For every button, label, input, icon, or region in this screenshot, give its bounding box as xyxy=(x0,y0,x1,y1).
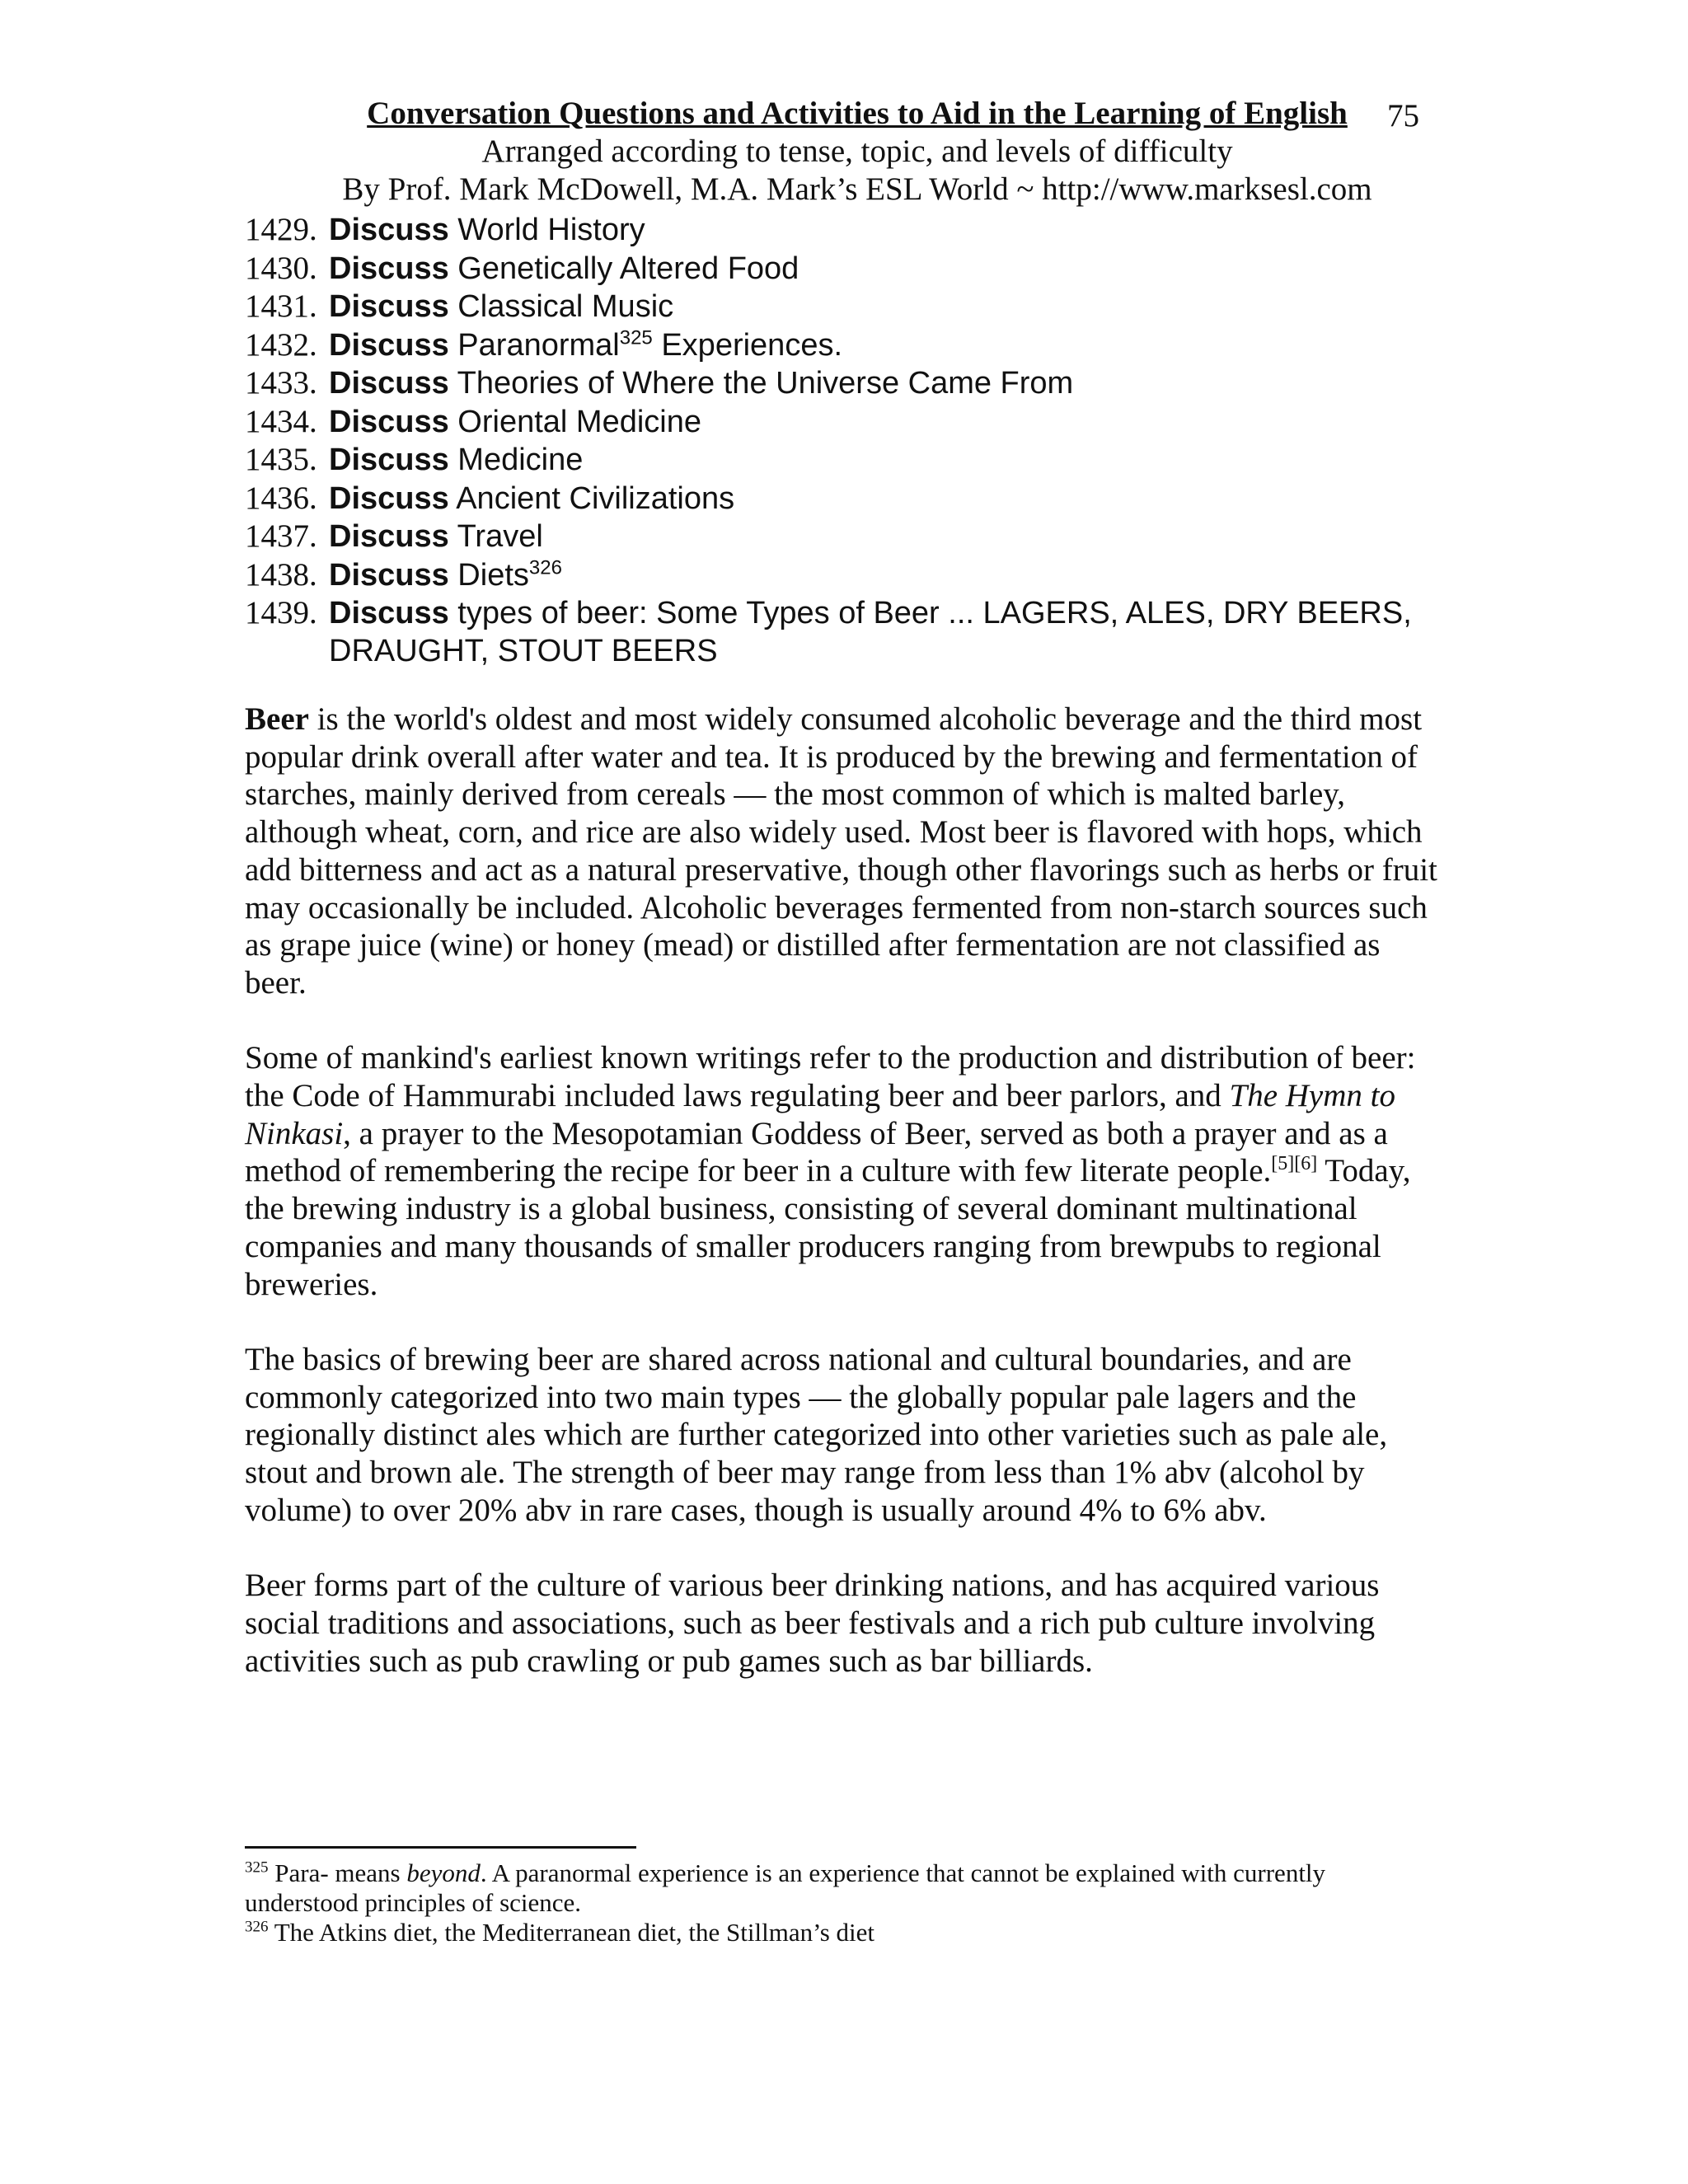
item-keyword: Discuss xyxy=(329,404,449,439)
footnote-mark: 325 xyxy=(245,1858,269,1877)
footnote-text: The Atkins diet, the Mediterranean diet, the Stillman’s diet xyxy=(268,1918,875,1947)
list-item xyxy=(245,288,1465,326)
item-keyword: Discuss xyxy=(329,443,449,477)
item-number: 1434. xyxy=(245,403,317,439)
paragraph-text: Some of mankind's earliest known writings refer to the production and distribution of beer: the Code of Hammurabi included laws regulating beer and beer parlors, and xyxy=(245,1040,1416,1114)
item-keyword: Discuss xyxy=(329,366,449,401)
page-header xyxy=(247,95,1467,209)
item-text: Travel xyxy=(448,519,543,554)
item-text-after: Experiences. xyxy=(652,327,843,363)
item-keyword: Discuss xyxy=(329,327,449,363)
footnote xyxy=(245,1918,1440,1947)
item-text: Paranormal xyxy=(448,327,620,363)
list-item xyxy=(245,403,1465,442)
list-item xyxy=(245,326,1465,365)
item-number: 1431. xyxy=(245,288,317,324)
item-number: 1439. xyxy=(245,595,317,630)
item-keyword: Discuss xyxy=(329,213,449,247)
list-item xyxy=(245,250,1465,288)
article-body xyxy=(245,701,1440,1718)
bold-term: Beer xyxy=(245,701,309,737)
item-number: 1430. xyxy=(245,250,317,286)
item-text: Theories of Where the Universe Came From xyxy=(448,366,1074,401)
paragraph-text: is the world's oldest and most widely consumed alcoholic beverage and the third most popular drink overall after water and tea. It is produced by the brewing and fermentation of starches, mainly derived from cereals — the most common of which is malted barley, although wheat, corn, and rice are also widely used. Most beer is flavored with hops, which add bitterness and act as a natural preservative, though other flavorings such as herbs or fruit may occasionally be included. Alcoholic beverages fermented from non-starch sources such as grape juice (wine) or honey (mead) or distilled after fermentation are not classified as beer. xyxy=(245,701,1437,1001)
list-item xyxy=(245,211,1465,250)
item-number: 1433. xyxy=(245,365,317,401)
document-byline: By Prof. Mark McDowell, M.A. Mark’s ESL World ~ http://www.marksesl.com xyxy=(342,171,1372,207)
item-keyword: Discuss xyxy=(329,251,449,286)
list-item xyxy=(245,594,1465,670)
footnote-reference: 326 xyxy=(528,555,562,579)
footnote-text: Para- means xyxy=(268,1858,407,1887)
list-item xyxy=(245,364,1465,403)
footnote xyxy=(245,1858,1440,1918)
item-text: Medicine xyxy=(448,443,584,477)
page-number: 75 xyxy=(1387,98,1419,134)
item-number: 1437. xyxy=(245,518,317,554)
item-keyword: Discuss xyxy=(329,480,449,516)
document-title: Conversation Questions and Activities to Aid in the Learning of English xyxy=(367,96,1348,131)
footnote-text: . A paranormal experience is an experience that cannot be explained with currently understood principles of science. xyxy=(245,1858,1326,1917)
item-text: Classical Music xyxy=(448,289,674,324)
item-text: Oriental Medicine xyxy=(448,404,701,439)
item-number: 1435. xyxy=(245,442,317,477)
item-keyword: Discuss xyxy=(329,596,449,630)
item-text: Diets xyxy=(448,557,529,593)
list-item xyxy=(245,518,1465,556)
item-text: types of beer: Some Types of Beer ... LAGERS, ALES, DRY BEERS, DRAUGHT, STOUT BEERS xyxy=(329,596,1412,668)
list-item xyxy=(245,441,1465,480)
item-number: 1432. xyxy=(245,326,317,363)
item-text: Genetically Altered Food xyxy=(448,251,799,286)
paragraph-text: , a prayer to the Mesopotamian Goddess of Beer, served as both a prayer and as a method of remembering the recipe for beer in a culture with few literate people. xyxy=(245,1115,1388,1189)
item-number: 1438. xyxy=(245,556,317,593)
footnotes xyxy=(245,1858,1440,1947)
item-text: Ancient Civilizations xyxy=(448,480,735,516)
paragraph-text: Today, the brewing industry is a global business, consisting of several dominant multinational companies and many thousands of smaller producers ranging from brewpubs to regional breweries. xyxy=(245,1153,1411,1302)
item-keyword: Discuss xyxy=(329,557,449,593)
paragraph xyxy=(245,701,1440,1002)
item-number: 1436. xyxy=(245,480,317,516)
paragraph xyxy=(245,1039,1440,1303)
footnote-mark: 326 xyxy=(245,1918,269,1936)
document-subtitle: Arranged according to tense, topic, and levels of difficulty xyxy=(481,134,1233,169)
citation-reference: [5][6] xyxy=(1271,1153,1318,1175)
list-item xyxy=(245,480,1465,518)
item-number: 1429. xyxy=(245,212,317,247)
footnote-divider xyxy=(245,1846,636,1849)
item-keyword: Discuss xyxy=(329,519,449,554)
italic-title: The Hymn to Ninkasi xyxy=(245,1078,1395,1151)
item-text: World History xyxy=(448,213,645,247)
item-keyword: Discuss xyxy=(329,289,449,324)
footnote-italic: beyond xyxy=(406,1858,481,1887)
discussion-topic-list xyxy=(245,211,1465,670)
list-item xyxy=(245,556,1465,595)
paragraph: Beer forms part of the culture of various beer drinking nations, and has acquired various social traditions and associations, such as beer festivals and a rich pub culture involving activities such as pub crawling or pub games such as bar billiards. xyxy=(245,1568,1380,1679)
footnote-reference: 325 xyxy=(619,326,653,349)
paragraph: The basics of brewing beer are shared across national and cultural boundaries, and are commonly categorized into two main types — the globally popular pale lagers and the regionally distinct ales which are further categorized into other varieties such as pale ale, stout and brown ale. The strength of beer may range from less than 1% abv (alcohol by volume) to over 20% abv in rare cases, though is usually around 4% to 6% abv. xyxy=(245,1341,1388,1528)
